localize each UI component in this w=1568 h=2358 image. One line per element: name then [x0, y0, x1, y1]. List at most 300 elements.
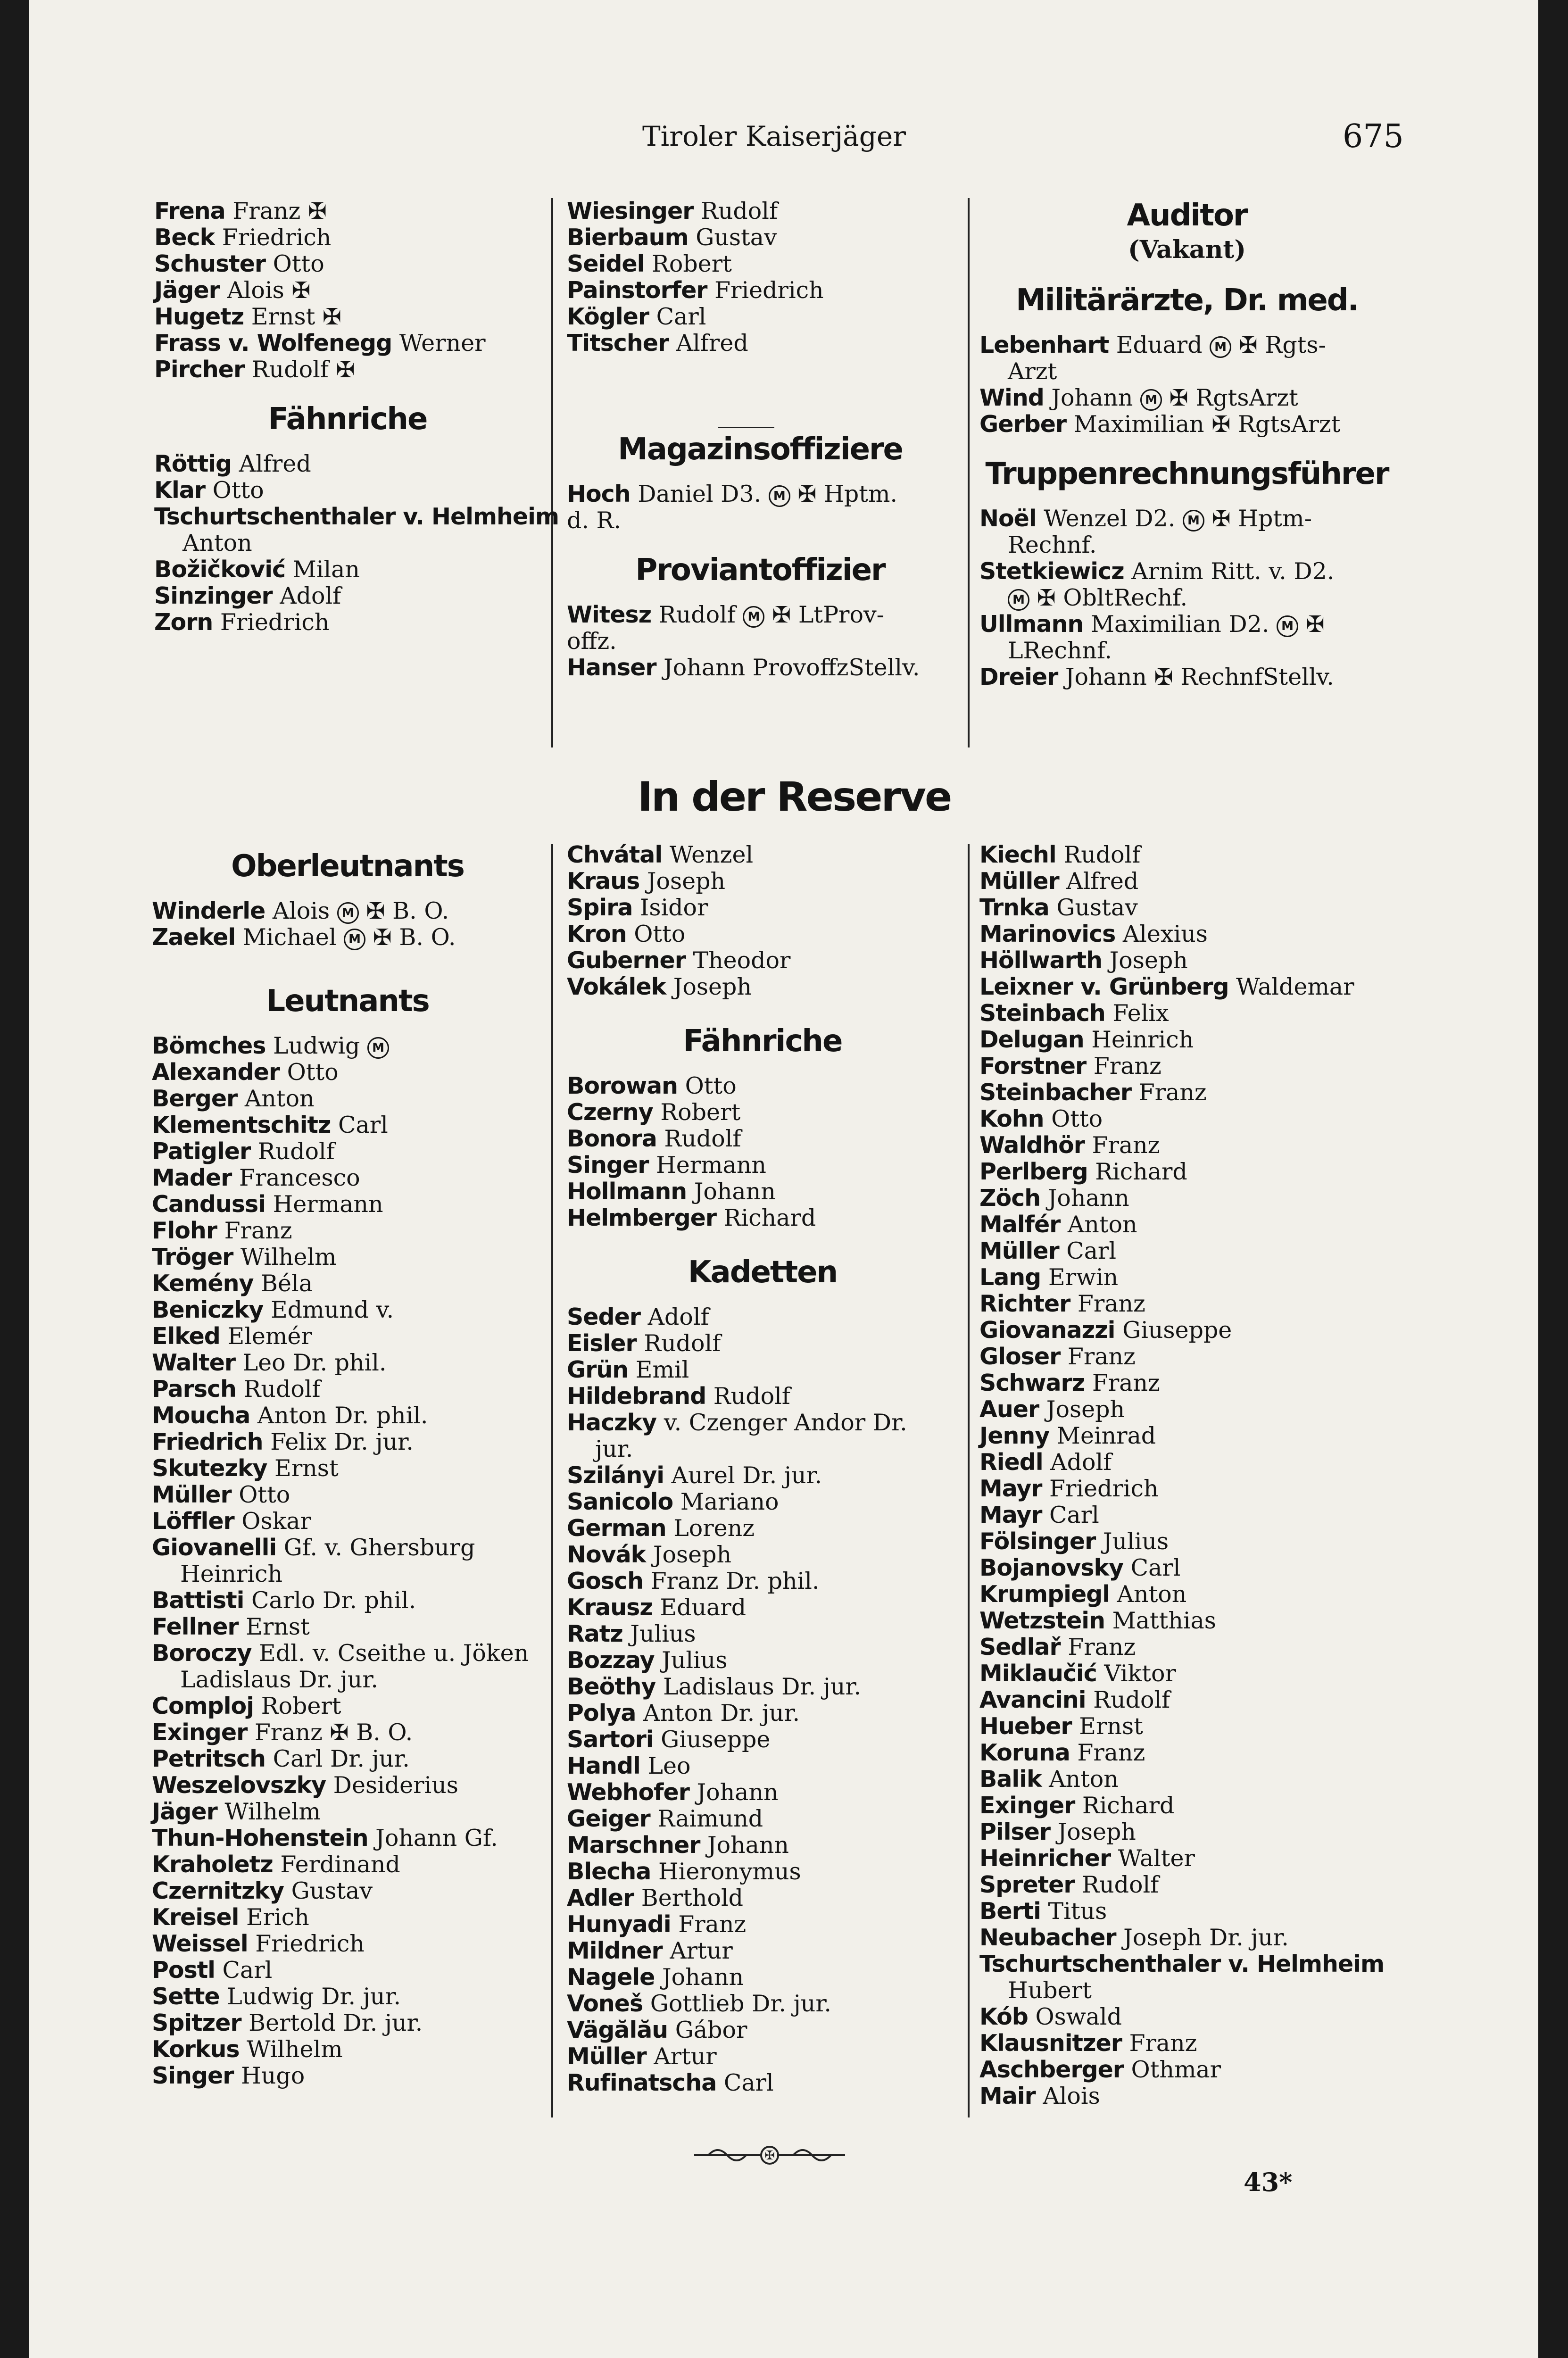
surname: Tschurtschenthaler v. Helmheim	[154, 503, 559, 530]
surname: Giovanelli	[152, 1534, 277, 1561]
list-item	[979, 1000, 1394, 1027]
surname: Fellner	[152, 1613, 239, 1640]
list-item	[979, 1740, 1394, 1766]
military-merit-icon: M	[743, 606, 764, 628]
given-name: Maximilian D2.	[1090, 611, 1269, 638]
given-name: Waldemar	[1236, 973, 1354, 1000]
surname: Tschurtschenthaler v. Helmheim	[979, 1951, 1385, 1977]
entry-list	[152, 1033, 543, 2089]
given-name: Gábor	[675, 2017, 747, 2043]
given-name: Hieronymus	[658, 1858, 801, 1885]
list-item	[567, 251, 954, 277]
military-merit-icon: M	[1008, 589, 1029, 611]
given-name: Matthias	[1112, 1607, 1216, 1634]
list-item	[152, 1191, 543, 1218]
list-item	[979, 1027, 1394, 1053]
surname: Beniczky	[152, 1296, 264, 1323]
surname: Hoch	[567, 481, 631, 507]
given-name: Wenzel D2.	[1044, 505, 1176, 532]
list-item	[567, 1383, 958, 1410]
list-item	[567, 1700, 958, 1727]
given-name: Robert	[652, 250, 732, 277]
surname: Comploj	[152, 1693, 254, 1719]
list-item	[567, 224, 954, 251]
section-title: Militärärzte, Dr. med.	[1016, 283, 1358, 318]
rank-note: RgtsArzt	[1238, 411, 1341, 438]
given-name: Meinrad	[1056, 1422, 1156, 1449]
military-merit-icon: M	[337, 902, 359, 924]
list-item	[567, 1304, 958, 1330]
list-item	[979, 1396, 1394, 1423]
list-item	[979, 1925, 1394, 1951]
surname: Heinricher	[979, 1845, 1111, 1872]
given-name: Edmund v.	[270, 1296, 394, 1323]
surname: Dreier	[979, 664, 1058, 690]
list-item	[152, 1852, 543, 1878]
list-item	[567, 1621, 958, 1647]
surname: Weissel	[152, 1930, 248, 1957]
given-name: Giuseppe	[1122, 1317, 1232, 1344]
list-item	[979, 868, 1394, 895]
surname: Singer	[567, 1152, 649, 1179]
given-name: Rudolf	[658, 601, 736, 628]
given-name: Francesco	[239, 1164, 360, 1191]
list-item	[979, 664, 1394, 690]
list-item	[152, 1772, 543, 1799]
list-item	[979, 1766, 1394, 1793]
given-name: Heinrich	[1091, 1026, 1194, 1053]
given-name: Mariano	[680, 1488, 779, 1515]
surname: Auer	[979, 1396, 1039, 1423]
list-item	[979, 1212, 1394, 1238]
list-item	[567, 1436, 958, 1462]
given-name: Joseph	[1057, 1818, 1136, 1845]
list-item	[979, 585, 1394, 611]
given-name: Friedrich	[220, 609, 330, 636]
given-name: Desiderius	[333, 1772, 458, 1799]
given-name: Rechnf.	[1008, 531, 1097, 558]
surname: Hueber	[979, 1713, 1072, 1740]
surname: Mair	[979, 2083, 1036, 2109]
list-item	[154, 357, 541, 383]
surname: Gloser	[979, 1343, 1061, 1370]
column-rule-right-bottom	[968, 844, 970, 2117]
given-name: Gustav	[1056, 894, 1138, 921]
surname: Spreter	[979, 1871, 1075, 1898]
list-item	[567, 1964, 958, 1991]
list-item	[152, 1244, 543, 1270]
surname: Sinzinger	[154, 582, 273, 609]
list-item	[979, 895, 1394, 921]
given-name: Friedrich	[255, 1930, 365, 1957]
list-item	[567, 1205, 958, 1231]
surname: Seder	[567, 1304, 640, 1330]
section-title: Truppenrechnungsführer	[985, 457, 1389, 491]
given-name: jur.	[595, 1436, 633, 1462]
surname: Trnka	[979, 894, 1049, 921]
cross-icon: ✠	[330, 1719, 349, 1746]
given-name: Carl	[723, 2069, 774, 2096]
surname: Hildebrand	[567, 1383, 706, 1410]
surname: Czernitzky	[152, 1877, 284, 1904]
surname: Malfér	[979, 1211, 1061, 1238]
list-item	[152, 1746, 543, 1772]
surname: Müller	[567, 2043, 647, 2070]
surname: Winderle	[152, 897, 265, 924]
surname: Waldhör	[979, 1132, 1085, 1159]
list-item	[152, 924, 543, 951]
surname: Kraholetz	[152, 1851, 273, 1878]
surname: Jenny	[979, 1422, 1050, 1449]
given-name: Aurel Dr. jur.	[671, 1462, 822, 1489]
surname: Marschner	[567, 1832, 700, 1859]
list-item	[567, 2017, 958, 2043]
list-item	[979, 842, 1394, 868]
list-item	[979, 1713, 1394, 1740]
given-name: Franz	[1077, 1739, 1145, 1766]
surname: Walter	[152, 1349, 235, 1376]
surname: Grün	[567, 1356, 629, 1383]
section-title: Magazinsoffiziere	[618, 432, 903, 467]
list-item	[154, 251, 541, 277]
given-name: Werner	[399, 330, 486, 357]
given-name: Hubert	[1008, 1977, 1092, 2004]
surname: Alexander	[152, 1059, 280, 1086]
section-title: Kadetten	[688, 1255, 838, 1290]
surname: Witesz	[567, 601, 652, 628]
entry-list	[979, 506, 1394, 690]
list-item	[979, 1079, 1394, 1106]
given-name: Milan	[292, 556, 360, 583]
list-item	[154, 451, 541, 477]
surname: Noël	[979, 505, 1037, 532]
given-name: Heinrich	[180, 1561, 283, 1587]
given-name: Franz	[1067, 1343, 1136, 1370]
section-title: Proviantoffizier	[635, 553, 885, 588]
surname: Czerny	[567, 1099, 653, 1126]
surname: Božičković	[154, 556, 286, 583]
page	[29, 0, 1538, 2358]
surname: Giovanazzi	[979, 1317, 1115, 1344]
given-name: Joseph	[653, 1541, 732, 1568]
cross-icon: ✠	[1238, 332, 1258, 358]
surname: Wind	[979, 384, 1044, 411]
rank-note: Hptm-	[1238, 505, 1312, 532]
surname: Lang	[979, 1264, 1041, 1291]
cross-icon: ✠	[291, 277, 311, 304]
given-name: v. Czenger Andor Dr.	[664, 1409, 907, 1436]
given-name: Johann	[1051, 384, 1133, 411]
entry-list	[154, 198, 541, 383]
list-item	[567, 1806, 958, 1832]
list-item	[152, 1667, 543, 1693]
given-name: Alfred	[676, 330, 748, 357]
given-name: Carl	[656, 303, 706, 330]
given-name: Michael	[242, 924, 337, 951]
list-item	[979, 974, 1394, 1000]
section-title: Fähnriche	[683, 1024, 842, 1059]
surname: Pircher	[154, 356, 245, 383]
list-item	[979, 1291, 1394, 1317]
surname: Seidel	[567, 250, 645, 277]
given-name: Otto	[287, 1059, 339, 1086]
surname: Voneš	[567, 1990, 643, 2017]
list-item	[567, 1594, 958, 1621]
list-item	[567, 1179, 958, 1205]
surname: Beck	[154, 224, 215, 251]
given-name: Alfred	[1066, 868, 1139, 895]
surname: Exinger	[979, 1792, 1075, 1819]
list-item	[567, 1647, 958, 1674]
surname: Bonora	[567, 1125, 657, 1152]
given-name: Franz	[1129, 2030, 1197, 2057]
list-item	[979, 2083, 1394, 2109]
given-name: Felix Dr. jur.	[270, 1428, 414, 1455]
given-name: Oswald	[1035, 2003, 1122, 2030]
given-name: Hermann	[273, 1191, 383, 1218]
list-item	[567, 1991, 958, 2017]
surname: Stetkiewicz	[979, 558, 1124, 585]
section-title: Oberleutnants	[231, 849, 464, 884]
list-item	[567, 1462, 958, 1489]
military-merit-icon: M	[1277, 615, 1298, 637]
given-name: Daniel D3.	[638, 481, 762, 507]
list-item	[567, 921, 958, 947]
given-name: Rudolf	[664, 1125, 741, 1152]
list-item	[567, 507, 954, 534]
surname: Exinger	[152, 1719, 248, 1746]
svg-text:✠: ✠	[764, 2149, 775, 2163]
given-name: Anton	[1117, 1581, 1187, 1608]
given-name: Franz	[1138, 1079, 1207, 1106]
given-name: Otto	[634, 921, 686, 947]
list-item	[152, 1059, 543, 1086]
given-name: Joseph	[1046, 1396, 1125, 1423]
surname: Ratz	[567, 1620, 623, 1647]
given-name: Ernst	[1079, 1713, 1143, 1740]
given-name: Othmar	[1131, 2056, 1221, 2083]
list-item	[567, 1357, 958, 1383]
surname: Kiechl	[979, 841, 1056, 868]
list-item	[154, 304, 541, 330]
given-name: Edl. v. Cseithe u. Jöken	[258, 1640, 529, 1667]
list-item	[152, 898, 543, 924]
cross-icon: ✠	[1037, 585, 1056, 611]
list-item	[567, 1489, 958, 1515]
surname: Frass v. Wolfenegg	[154, 330, 392, 357]
list-item	[979, 1555, 1394, 1581]
list-item	[567, 1832, 958, 1859]
list-item	[979, 1370, 1394, 1396]
surname: Delugan	[979, 1026, 1084, 1053]
list-item	[152, 1033, 543, 1059]
reserve-heading: In der Reserve	[638, 773, 951, 821]
list-item	[979, 1951, 1394, 1977]
surname: Painstorfer	[567, 277, 707, 304]
entry-list	[567, 481, 954, 534]
list-item	[567, 330, 954, 357]
given-name: Anton Dr. phil.	[257, 1402, 428, 1429]
surname: Richter	[979, 1290, 1070, 1317]
surname: Hunyadi	[567, 1911, 671, 1938]
surname: Zaekel	[152, 924, 236, 951]
surname: Borowan	[567, 1072, 678, 1099]
surname: Haczky	[567, 1409, 657, 1436]
given-name: Johann	[1065, 664, 1147, 690]
cross-icon: ✠	[336, 357, 355, 383]
given-name: Anton	[244, 1085, 315, 1112]
military-merit-icon: M	[367, 1037, 389, 1059]
given-name: Gustav	[696, 224, 777, 251]
given-name: Ludwig Dr. jur.	[227, 1983, 401, 2010]
given-name: Franz	[232, 198, 301, 224]
list-item	[154, 224, 541, 251]
list-item	[979, 1845, 1394, 1872]
surname: Steinbacher	[979, 1079, 1132, 1106]
surname: Helmberger	[567, 1204, 717, 1231]
list-item	[152, 1719, 543, 1746]
given-name: Lorenz	[673, 1515, 755, 1542]
list-item	[567, 1568, 958, 1594]
given-name: Johann	[707, 1832, 789, 1859]
given-name: Carlo Dr. phil.	[251, 1587, 416, 1614]
column-rule-left-bottom	[551, 844, 553, 2117]
given-name: Anton	[1067, 1211, 1137, 1238]
given-name: Rudolf	[1082, 1871, 1159, 1898]
list-item	[154, 277, 541, 304]
given-name: Erich	[246, 1904, 309, 1931]
given-name: Wenzel	[669, 841, 754, 868]
column-2-reserve	[567, 842, 958, 2096]
given-name: Carl	[222, 1957, 273, 1984]
given-name: Leo	[647, 1752, 691, 1779]
surname: German	[567, 1515, 666, 1542]
list-item	[152, 1455, 543, 1482]
surname: Mildner	[567, 1937, 663, 1964]
given-name: Anton Dr. jur.	[643, 1700, 800, 1727]
list-item	[154, 609, 541, 636]
entry-list	[154, 450, 559, 636]
surname: Krausz	[567, 1594, 653, 1621]
given-name: Joseph	[1109, 947, 1188, 974]
column-3-reserve	[979, 842, 1394, 2109]
given-name: Rudolf	[700, 198, 778, 224]
column-rule-left-top	[551, 198, 553, 747]
military-merit-icon: M	[1210, 336, 1231, 358]
surname: Novák	[567, 1541, 646, 1568]
list-item	[979, 2004, 1394, 2030]
entry-list	[567, 1073, 958, 1231]
list-item	[152, 1957, 543, 1984]
given-name: Adolf	[647, 1304, 709, 1330]
surname: Singer	[152, 2062, 234, 2089]
given-name: Ernst	[246, 1613, 310, 1640]
list-item	[979, 1317, 1394, 1344]
list-item	[154, 503, 559, 530]
surname: Hanser	[567, 654, 656, 681]
rank-note: Rgts-	[1265, 332, 1327, 358]
entry-list	[567, 602, 954, 681]
list-item	[154, 530, 541, 556]
list-item	[567, 868, 958, 895]
given-name: Franz	[678, 1911, 747, 1938]
list-item	[152, 1297, 543, 1323]
given-name: Rudolf	[713, 1383, 790, 1410]
list-item	[979, 2030, 1394, 2057]
surname: Klementschitz	[152, 1112, 331, 1138]
given-name: Giuseppe	[661, 1726, 771, 1753]
list-item	[979, 1687, 1394, 1713]
surname: Skutezky	[152, 1455, 267, 1482]
surname: Flohr	[152, 1217, 217, 1244]
surname: Sedlař	[979, 1634, 1061, 1661]
surname: Berger	[152, 1085, 238, 1112]
given-name: Gf. v. Ghersburg	[283, 1534, 475, 1561]
surname: Elked	[152, 1323, 220, 1350]
list-item	[979, 1449, 1394, 1476]
rank-note: RgtsArzt	[1195, 384, 1298, 411]
list-item	[979, 1661, 1394, 1687]
cross-icon: ✠	[797, 481, 817, 507]
surname: Avancini	[979, 1686, 1086, 1713]
given-name: Johann	[697, 1779, 779, 1806]
cross-icon: ✠	[1211, 506, 1231, 532]
given-name: Leo Dr. phil.	[242, 1349, 387, 1376]
list-item	[152, 1270, 543, 1297]
list-item	[567, 655, 954, 681]
surname: Battisti	[152, 1587, 244, 1614]
list-item	[979, 1581, 1394, 1608]
list-item	[152, 1086, 543, 1112]
cross-icon: ✠	[322, 304, 342, 330]
list-item	[979, 358, 1394, 385]
list-item	[567, 842, 958, 868]
surname: Forstner	[979, 1053, 1087, 1079]
list-item	[567, 895, 958, 921]
entry-list	[152, 898, 543, 951]
list-item	[567, 481, 954, 507]
list-item	[979, 1053, 1394, 1079]
given-name: Franz	[254, 1719, 323, 1746]
given-name: Franz Dr. phil.	[650, 1568, 820, 1594]
given-name: Joseph	[647, 868, 726, 895]
given-name: Carl Dr. jur.	[273, 1745, 410, 1772]
given-name: Carl	[1130, 1554, 1181, 1581]
given-name: Theodor	[693, 947, 791, 974]
page-number: 675	[1343, 118, 1404, 155]
surname: Bömches	[152, 1032, 266, 1059]
surname: Balik	[979, 1766, 1042, 1793]
given-name: Gottlieb Dr. jur.	[650, 1990, 831, 2017]
list-item	[567, 1515, 958, 1542]
cross-icon: ✠	[373, 924, 392, 951]
list-item	[152, 2010, 543, 2036]
list-item	[567, 1779, 958, 1806]
given-name: Ernst	[251, 303, 315, 330]
column-rule-right-top	[968, 198, 970, 747]
list-item	[979, 1264, 1394, 1291]
list-item	[152, 2036, 543, 2063]
surname: Fölsinger	[979, 1528, 1096, 1555]
section-subtitle: (Vakant)	[1128, 235, 1246, 264]
section-title: Leutnants	[266, 984, 429, 1019]
surname: Schuster	[154, 250, 266, 277]
surname: Patigler	[152, 1138, 251, 1165]
list-item	[152, 1350, 543, 1376]
surname: Sette	[152, 1983, 220, 2010]
given-name: Carl	[338, 1112, 388, 1138]
given-name: LRechnf.	[1008, 637, 1112, 664]
